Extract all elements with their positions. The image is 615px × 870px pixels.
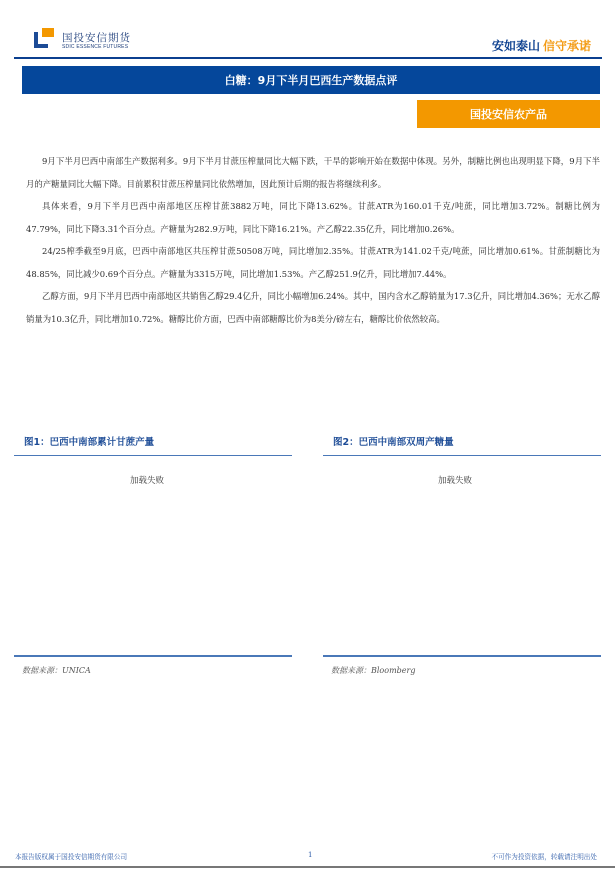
paragraph-ethanol: 乙醇方面，9月下半月巴西中南部地区共销售乙醇29.4亿升，同比小幅增加6.24%。其中，国内含水乙醇销量为17.3亿升，同比增加4.36%；无水乙醇销量为10.3亿升，同比增加10.72%。糖醇比价方面，巴西中南部糖醇比价为8美分/磅左右，糖醇比价依然较高。: [26, 291, 600, 324]
figure-1-source: 数据来源：UNICA: [22, 666, 91, 675]
slogan-part-2: 信守承诺: [542, 39, 591, 53]
footer-disclaimer: 不可作为投资依据，转载请注明出处: [491, 853, 597, 861]
figure-2-source: 数据来源：Bloomberg: [331, 666, 416, 675]
slogan: [492, 37, 591, 54]
footer-divider: [0, 866, 615, 868]
figure-1-bottom-rule: [14, 655, 292, 657]
header-divider: [14, 57, 602, 59]
logo-company-name-en: SDIC ESSENCE FUTURES: [62, 44, 129, 50]
footer-copyright: 本报告版权属于国投安信期货有限公司: [15, 853, 128, 861]
report-body: [26, 150, 600, 330]
report-title: 白糖：9月下半月巴西生产数据点评: [224, 74, 398, 87]
figure-2-load-failed: 加载失败: [438, 476, 473, 486]
paragraph-season-to-date: 24/25榨季截至9月底，巴西中南部地区共压榨甘蔗50508万吨，同比增加2.35%。甘蔗ATR为141.02千克/吨蔗，同比增加0.61%。甘蔗制糖比为48.85%，同比减少0.69个百分点。产糖量为3315万吨，同比增加1.53%。产乙醇251.9亿升，同比增加7.44%。: [26, 246, 600, 279]
figure-2-title: 图2：巴西中南部双周产糖量: [333, 437, 454, 448]
slogan-part-1: 安如泰山: [491, 39, 540, 53]
report-title-bar: [22, 66, 600, 94]
page-number: 1: [308, 851, 313, 859]
paragraph-second-half-sept: 具体来看，9月下半月巴西中南部地区压榨甘蔗3882万吨，同比下降13.62%。甘蔗ATR为160.01千克/吨蔗，同比增加3.72%。制糖比例为47.79%，同比下降3.31个百分点。产糖量为282.9万吨，同比下降16.21%。产乙醇22.35亿升，同比增加0.26%。: [26, 201, 600, 234]
logo-mark-icon: [34, 28, 54, 48]
figure-2-top-rule: [323, 455, 601, 456]
category-tag-label: 国投安信农产品: [470, 108, 547, 121]
figure-1-title: 图1：巴西中南部累计甘蔗产量: [24, 437, 155, 448]
category-tag: [417, 100, 600, 128]
figure-1-load-failed: 加载失败: [130, 476, 165, 486]
figure-2-bottom-rule: [323, 655, 601, 657]
logo-company-name: 国投安信期货: [62, 32, 131, 44]
figure-1-top-rule: [14, 455, 292, 456]
paragraph-summary: 9月下半月巴西中南部生产数据利多。9月下半月甘蔗压榨量同比大幅下跌，干旱的影响开始在数据中体现。另外，制糖比例也出现明显下降，9月下半月的产糖量同比大幅下降。目前累积甘蔗压榨量同比依然增加，因此预计后期的报告将继续利多。: [26, 156, 600, 189]
